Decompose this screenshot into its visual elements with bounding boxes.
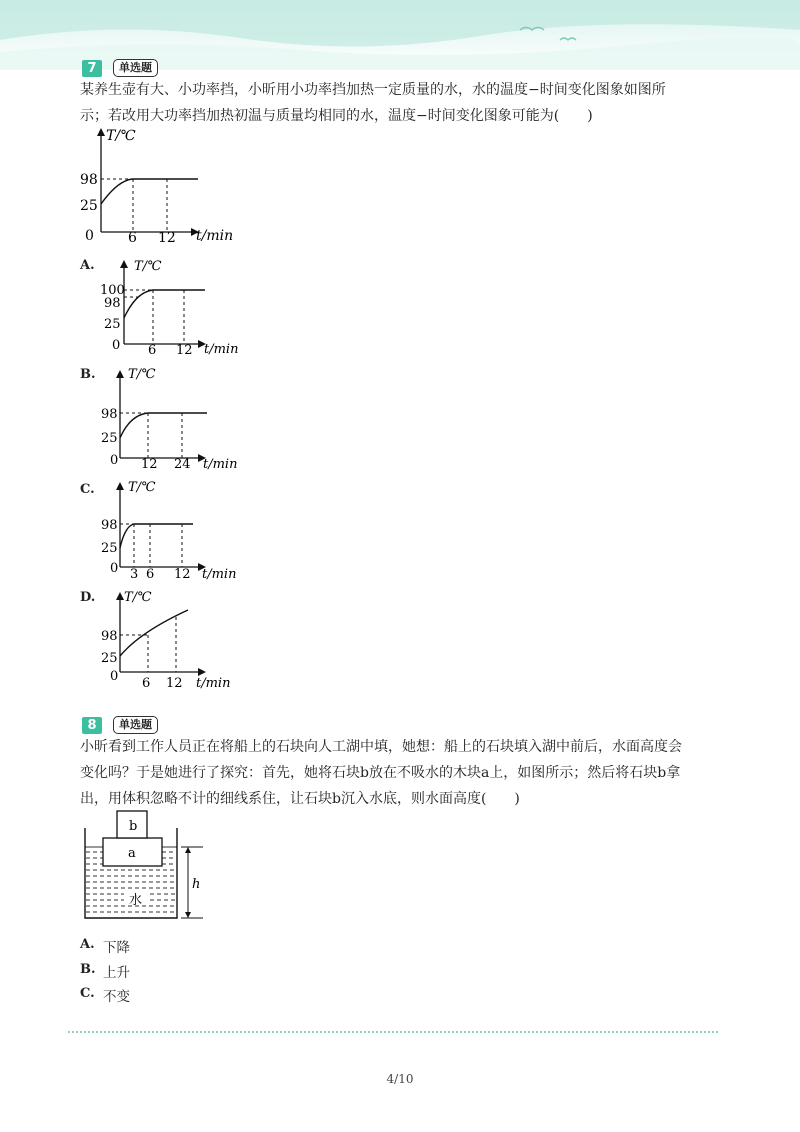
- y-tick-label: 98: [101, 518, 118, 533]
- option-d-label[interactable]: D.: [80, 590, 96, 605]
- y-axis-label: T/℃: [124, 590, 152, 605]
- temperature-time-graph: [80, 124, 250, 246]
- y-axis-label: T/℃: [134, 259, 162, 274]
- option-b-label[interactable]: B.: [80, 367, 96, 382]
- origin-label: 0: [110, 669, 119, 684]
- question-stem: [80, 77, 720, 129]
- height-label: h: [192, 877, 201, 892]
- option-a-label[interactable]: A.: [80, 937, 95, 952]
- stem-line: 出，用体积忽略不计的细线系住，让石块b沉入水底，则水面高度( ): [80, 791, 520, 807]
- container-figure: [80, 808, 220, 926]
- y-tick-label: 98: [80, 172, 98, 188]
- origin-label: 0: [85, 228, 94, 244]
- x-tick-label: 12: [174, 567, 191, 582]
- y-tick-label: 25: [101, 651, 118, 666]
- option-c-text[interactable]: 不变: [103, 989, 130, 1005]
- y-tick-label: 98: [104, 296, 121, 311]
- x-axis-label: t/min: [204, 342, 239, 357]
- y-axis-label: T/℃: [128, 480, 156, 495]
- y-tick-label: 100: [100, 283, 125, 298]
- option-a-text[interactable]: 下降: [103, 940, 130, 956]
- x-axis-label: t/min: [196, 676, 231, 691]
- option-b-text[interactable]: 上升: [103, 965, 130, 981]
- question-type-badge: 单选题: [113, 716, 158, 734]
- dotted-divider: [68, 1031, 718, 1033]
- temperature-curve: [101, 179, 198, 204]
- option-c-label[interactable]: C.: [80, 986, 95, 1001]
- option-d-graph[interactable]: [100, 584, 245, 694]
- question-stem: [80, 734, 720, 812]
- x-tick-label: 6: [142, 676, 151, 691]
- water-label: 水: [129, 893, 143, 908]
- option-a-graph[interactable]: [100, 252, 245, 362]
- x-tick-label: 6: [148, 343, 157, 358]
- x-tick-label: 12: [176, 343, 193, 358]
- x-tick-label: 6: [128, 230, 137, 246]
- stem-line: 小昕看到工作人员正在将船上的石块向人工湖中填，她想：船上的石块填入湖中前后，水面高度会: [80, 739, 682, 755]
- option-b-label[interactable]: B.: [80, 962, 96, 977]
- x-axis-label: t/min: [196, 228, 234, 244]
- question-type-badge: 单选题: [113, 59, 158, 77]
- stem-line: 某养生壶有大、小功率挡，小昕用小功率挡加热一定质量的水，水的温度−时间变化图象如图所: [80, 82, 666, 98]
- option-c-graph[interactable]: [100, 474, 245, 584]
- origin-label: 0: [112, 338, 121, 353]
- y-axis-label: T/℃: [128, 367, 156, 382]
- stem-line: 示；若改用大功率挡加热初温与质量均相同的水，温度−时间变化图象可能为( ): [80, 108, 593, 124]
- option-a-label[interactable]: A.: [80, 258, 95, 273]
- y-tick-label: 98: [101, 629, 118, 644]
- y-tick-label: 25: [101, 431, 118, 446]
- x-tick-label: 3: [130, 567, 139, 582]
- y-tick-label: 25: [80, 198, 98, 214]
- x-axis-label: t/min: [203, 457, 238, 472]
- block-a-label: a: [128, 846, 136, 861]
- y-tick-label: 98: [101, 407, 118, 422]
- y-axis-label: T/℃: [106, 128, 136, 144]
- stem-line: 变化吗？于是她进行了探究：首先，她将石块b放在不吸水的木块a上，如图所示；然后将石块b拿: [80, 765, 681, 781]
- origin-label: 0: [110, 453, 119, 468]
- question-number: 7: [82, 60, 102, 77]
- x-tick-label: 24: [174, 457, 191, 472]
- x-tick-label: 6: [146, 567, 155, 582]
- y-tick-label: 25: [104, 317, 121, 332]
- origin-label: 0: [110, 561, 119, 576]
- block-b-label: b: [129, 819, 138, 834]
- question-number: 8: [82, 717, 102, 734]
- x-tick-label: 12: [158, 230, 176, 246]
- x-tick-label: 12: [166, 676, 183, 691]
- x-tick-label: 12: [141, 457, 158, 472]
- page-number: 4/10: [386, 1072, 414, 1086]
- y-tick-label: 25: [101, 541, 118, 556]
- option-c-label[interactable]: C.: [80, 482, 95, 497]
- option-b-graph[interactable]: [100, 362, 245, 472]
- x-axis-label: t/min: [202, 567, 237, 582]
